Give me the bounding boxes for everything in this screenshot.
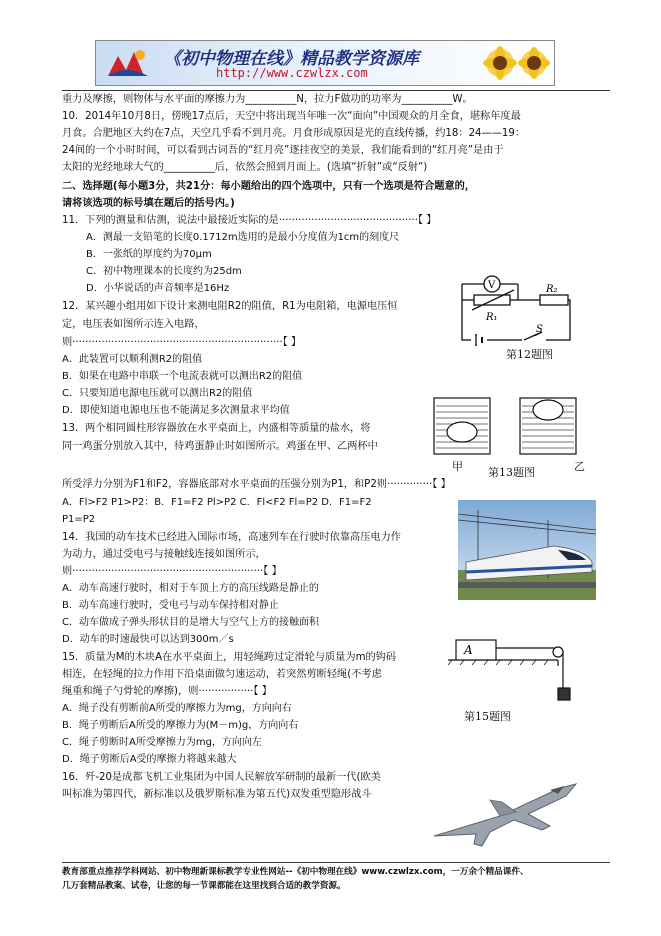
q11-option-c: C．初中物理课本的长度约为25dm — [86, 266, 242, 277]
q14-stem-1: 14．我国的动车技术已经进入国际市场，高速列车在行驶时依靠高压电力作 — [62, 532, 401, 543]
q13-stem-3: 所受浮力分别为F1和F2，容器底部对水平桌面的压强分别为P1，和P2则··············【 】 — [62, 479, 451, 490]
q12-figure-caption: 第12题图 — [506, 348, 553, 361]
q14-option-b: B．动车高速行驶时，受电弓与动车保持相对静止 — [62, 600, 279, 611]
q11-stem: 11．下列的测量和估测，说法中最接近实际的是···········································【 】 — [62, 215, 437, 226]
header-rule — [62, 90, 610, 91]
footer-line-1: 教育部重点推荐学科网站、初中物理新课标教学专业性网站--《初中物理在线》www.czwlzx.com，一万余个精品课件、 — [62, 867, 529, 877]
body-line: 月食。合肥地区大约在7点，天空几乎看不到月亮。月食形成原因是光的直线传播，约18：24——19： — [62, 128, 526, 139]
body-line: 24间的一个小时时间，可以看到古词吾的“红月亮”逐挂夜空的美景，我们能看到的“红月亮”是由于 — [62, 145, 504, 156]
body-line: 太阳的光经地球大气的__________后，依然会照到月面上。(选填“折射”或“反射”) — [62, 162, 428, 173]
q15-stem-3: 绳重和绳子勺骨轮的摩擦)，则·················【 】 — [62, 686, 272, 697]
q16-stem-2: 叫标准为第四代，新标准以及俄罗斯标准为第五代)双发重型隐形战斗 — [62, 789, 372, 800]
section-heading: 二、选择题(每小题3分，共21分：每小题给出的四个选项中，只有一个选项是符合题意的， — [62, 181, 476, 192]
body-line: 重力及摩擦，则物体与水平面的摩擦力为__________N，拉力F做功的功率为__________W。 — [62, 94, 473, 105]
q12-option-a: A．此装置可以顺利测R2的阻值 — [62, 354, 203, 365]
egg-icon — [447, 422, 477, 442]
banner-url[interactable]: http://www.czwlzx.com — [216, 66, 368, 80]
q13-containers-diagram — [428, 388, 584, 466]
footer-rule — [62, 862, 610, 863]
q15-option-b: B．绳子剪断后A所受的摩擦力为(M－m)g，方向向右 — [62, 720, 299, 731]
q13-label-a: 甲 — [452, 460, 463, 473]
q16-stem-1: 16．歼-20是成都飞机工业集团为中国人民解放军研制的最新一代(欧美 — [62, 772, 381, 783]
q13-options: A．Fl>F2 P1>P2：B．F1=F2 Pl>P2 C．Fl<F2 Fl=P2 D．F1=F2 — [62, 497, 372, 508]
q15-option-d: D．绳子剪断后A受的摩擦力将越来越大 — [62, 754, 237, 765]
q12-option-b: B．如果在电路中串联一个电流表就可以测出R2的阻值 — [62, 371, 303, 382]
train-photo — [458, 500, 596, 600]
q12-option-d: D．即使知道电源电压也不能满足多次测量求平均值 — [62, 405, 290, 416]
q15-stem-1: 15．质量为M的木块A在水平桌面上，用轻绳跨过定滑轮与质量为m的钩码 — [62, 652, 397, 663]
egg-icon — [533, 400, 563, 420]
r1-label: R₁ — [486, 312, 498, 323]
sunflower-icon — [480, 42, 552, 84]
q11-option-b: B．一张纸的厚度约为70μm — [86, 249, 212, 260]
q15-figure-caption: 第15题图 — [464, 710, 511, 723]
q11-option-d: D．小华说话的声音频率是16Hz — [86, 283, 230, 294]
q11-option-a: A．测最一支铅笔的长度0.1712m选用的是最小分度值为1cm的刻度尺 — [86, 232, 400, 243]
section-heading-2: 请将该选项的标号填在题后的括号内。) — [62, 198, 235, 209]
voltmeter-label: V — [488, 280, 496, 291]
q12-stem-1: 12．某兴趣小组用如下设计来测电阻R2的阻值，R1为电阻箱，电源电压恒 — [62, 301, 398, 312]
banner-title: 《初中物理在线》精品教学资源库 — [164, 49, 419, 69]
q15-option-a: A．绳子没有剪断前A所受的摩擦力为mg，方向向右 — [62, 703, 292, 714]
footer-line-2: 几万套精品教案、试卷，让您的每一节课都能在这里找到合适的教学资源。 — [62, 881, 346, 891]
header-banner — [95, 40, 555, 86]
q15-stem-2: 相连，在轻绳的拉力作用下沿桌面做匀速运动，若突然剪断轻绳(不考虑 — [62, 669, 382, 680]
q12-stem-3: 则·································································【 】 — [62, 337, 302, 348]
q13-stem-2: 同一鸡蛋分别放入其中，待鸡蛋静止时如图所示。鸡蛋在甲、乙两杯中 — [62, 441, 378, 452]
q13-figure-caption: 第13题图 — [488, 466, 535, 479]
switch-label: S — [536, 324, 543, 335]
block-label: A — [464, 643, 473, 657]
q13-stem-1: 13．两个相同圆柱形容器放在水平桌面上，内盛相等质量的盐水，将 — [62, 423, 371, 434]
q15-pulley-diagram — [446, 632, 596, 712]
r2-label: R₂ — [546, 284, 558, 295]
q13-label-b: 乙 — [574, 460, 585, 473]
q14-option-d: D．动车的时速最快可以达到300m／s — [62, 634, 234, 645]
body-line: 10．2014年10月8日，傍晚17点后，天空中将出现当年唯一次“面向”中国观众的月全食，堪称年度最 — [62, 111, 521, 122]
q15-option-c: C．绳子剪断时A所受摩擦力为mg，方向向左 — [62, 737, 262, 748]
logo-icon — [104, 46, 152, 80]
q13-options-2: P1=P2 — [62, 514, 96, 525]
q14-option-a: A．动车高速行驶时，相对于车顶上方的高压线路是静止的 — [62, 583, 319, 594]
fighter-jet-image — [430, 770, 596, 850]
q12-option-c: C．只要知道电源电压就可以测出R2的阻值 — [62, 388, 253, 399]
q14-option-c: C．动车做成子弹头形状目的是增大与空气上方的接触面积 — [62, 617, 319, 628]
q14-stem-2: 为动力，通过受电弓与接触线连接如图所示， — [62, 549, 266, 560]
q12-stem-2: 定，电压表如图所示连入电路， — [62, 319, 205, 330]
q14-stem-3: 则···························································【 】 — [62, 566, 282, 577]
